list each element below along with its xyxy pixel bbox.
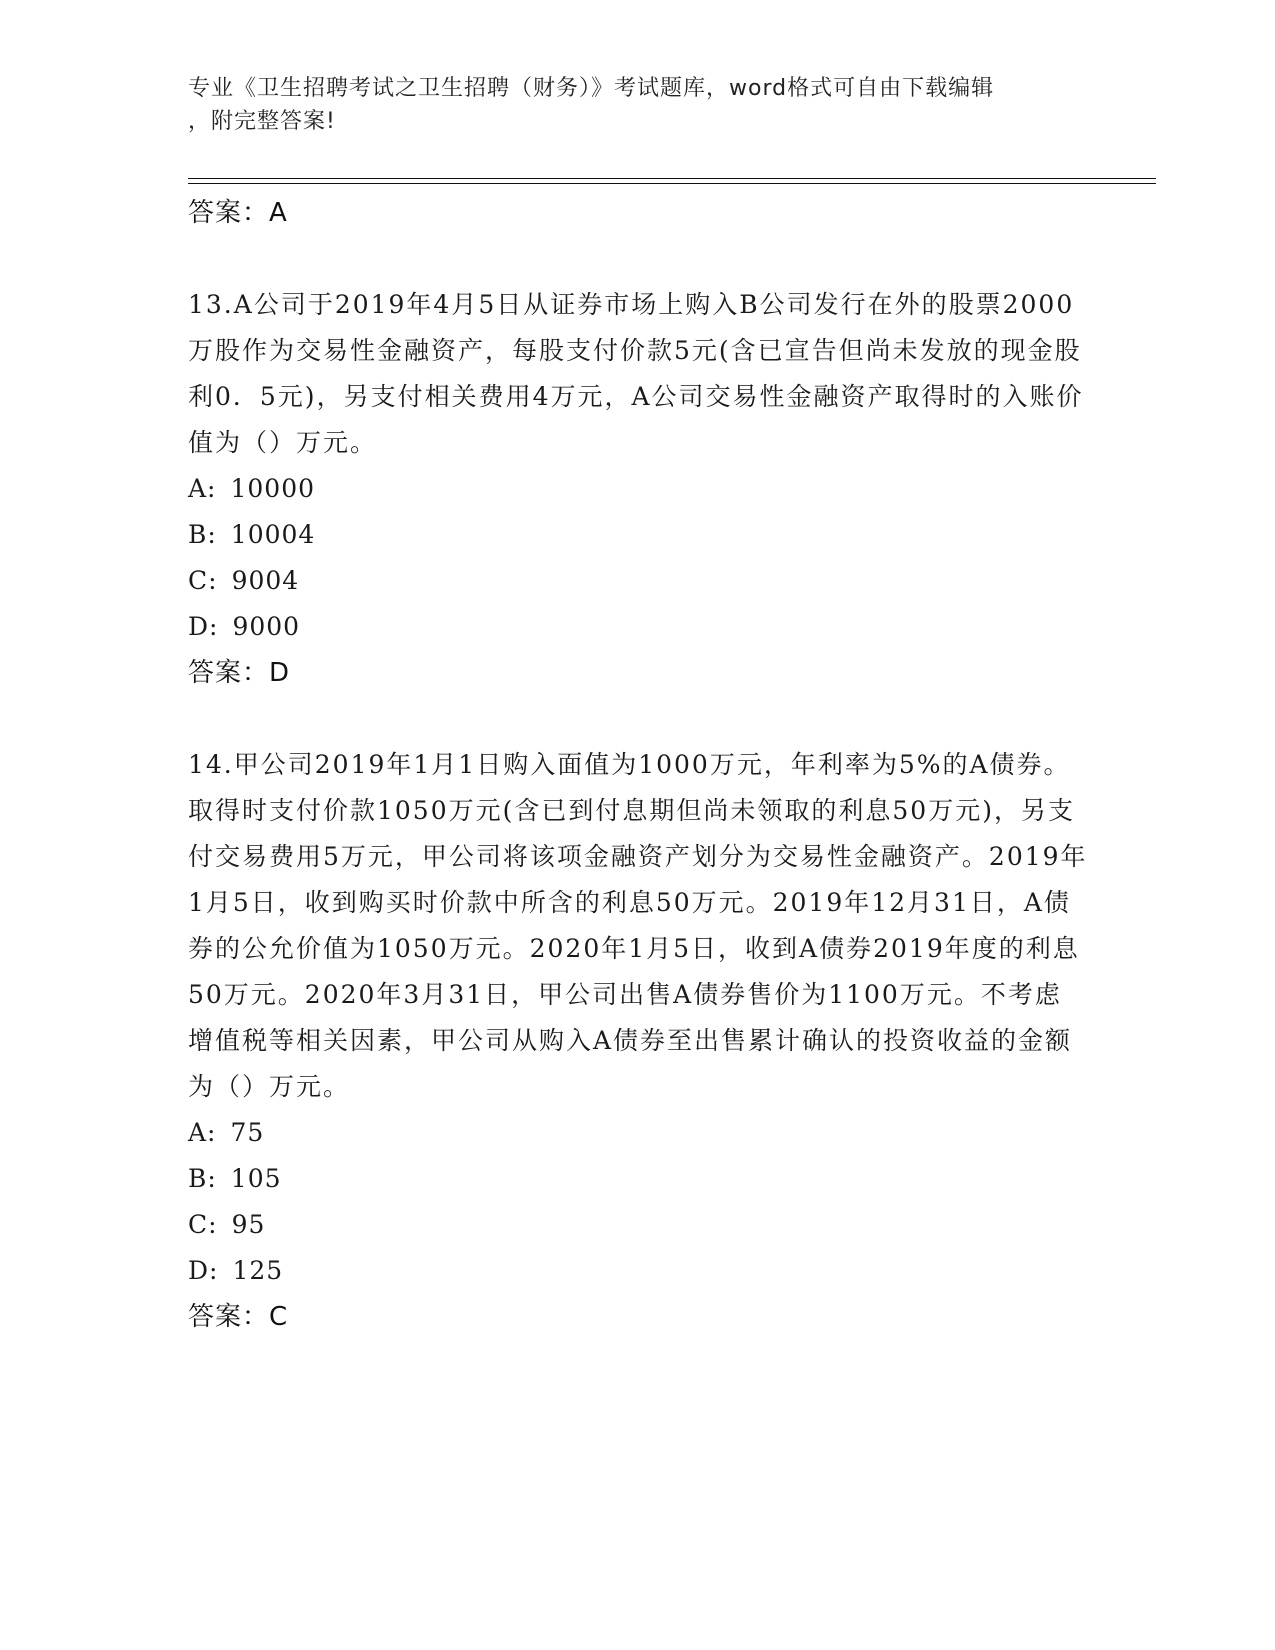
option-b <box>188 512 1088 558</box>
option-letter: B: <box>188 1164 217 1193</box>
option-d <box>188 604 1088 650</box>
question-text: 14.甲公司2019年1月1日购入面值为1000万元，年利率为5%的A债券。取得时支付价款1050万元(含已到付息期但尚未领取的利息50万元)，另支付交易费用5万元，甲公司将该项金融资产划分为交易性金融资产。2019年1月5日，收到购买时价款中所含的利息50万元。2019年12月31日，A债券的公允价值为1050万元。2020年1月5日，收到A债券2019年度的利息50万元。2020年3月31日，甲公司出售A债券售价为1100万元。不考虑增值税等相关因素，甲公司从购入A债券至出售累计确认的投资收益的金额为（）万元。 <box>188 750 1088 1101</box>
page-header <box>188 72 1068 138</box>
option-letter: A: <box>188 474 217 503</box>
option-d <box>188 1248 1088 1294</box>
document-body <box>188 190 1088 1340</box>
option-letter: B: <box>188 520 217 549</box>
spacer <box>188 696 1088 742</box>
question-answer: 答案：C <box>188 1302 289 1332</box>
option-c <box>188 1202 1088 1248</box>
question-text: 13.A公司于2019年4月5日从证券市场上购入B公司发行在外的股票2000万股作为交易性金融资产，每股支付价款5元(含已宣告但尚未发放的现金股利0．5元)，另支付相关费用4万元，A公司交易性金融资产取得时的入账价值为（）万元。 <box>188 290 1084 457</box>
header-line-1: 专业《卫生招聘考试之卫生招聘（财务）》考试题库，word格式可自由下载编辑 <box>188 76 995 101</box>
header-divider-bottom <box>188 183 1156 184</box>
option-letter: C: <box>188 566 218 595</box>
option-letter: D: <box>188 1256 219 1285</box>
option-text: 9000 <box>232 612 301 641</box>
question-13 <box>188 282 1088 696</box>
option-b <box>188 1156 1088 1202</box>
option-text: 10004 <box>230 520 316 549</box>
option-letter: A: <box>188 1118 217 1147</box>
option-a <box>188 466 1088 512</box>
question-14 <box>188 742 1088 1340</box>
option-letter: C: <box>188 1210 218 1239</box>
previous-answer: 答案：A <box>188 198 288 228</box>
option-text: 9004 <box>231 566 300 595</box>
spacer <box>188 236 1088 282</box>
option-a <box>188 1110 1088 1156</box>
question-answer: 答案：D <box>188 658 291 688</box>
option-letter: D: <box>188 612 219 641</box>
option-c <box>188 558 1088 604</box>
option-text: 125 <box>232 1256 284 1285</box>
option-text: 75 <box>230 1118 265 1147</box>
option-text: 95 <box>231 1210 266 1239</box>
header-line-2: ，附完整答案! <box>188 109 336 134</box>
header-divider-top <box>188 178 1156 179</box>
option-text: 105 <box>230 1164 282 1193</box>
option-text: 10000 <box>230 474 316 503</box>
